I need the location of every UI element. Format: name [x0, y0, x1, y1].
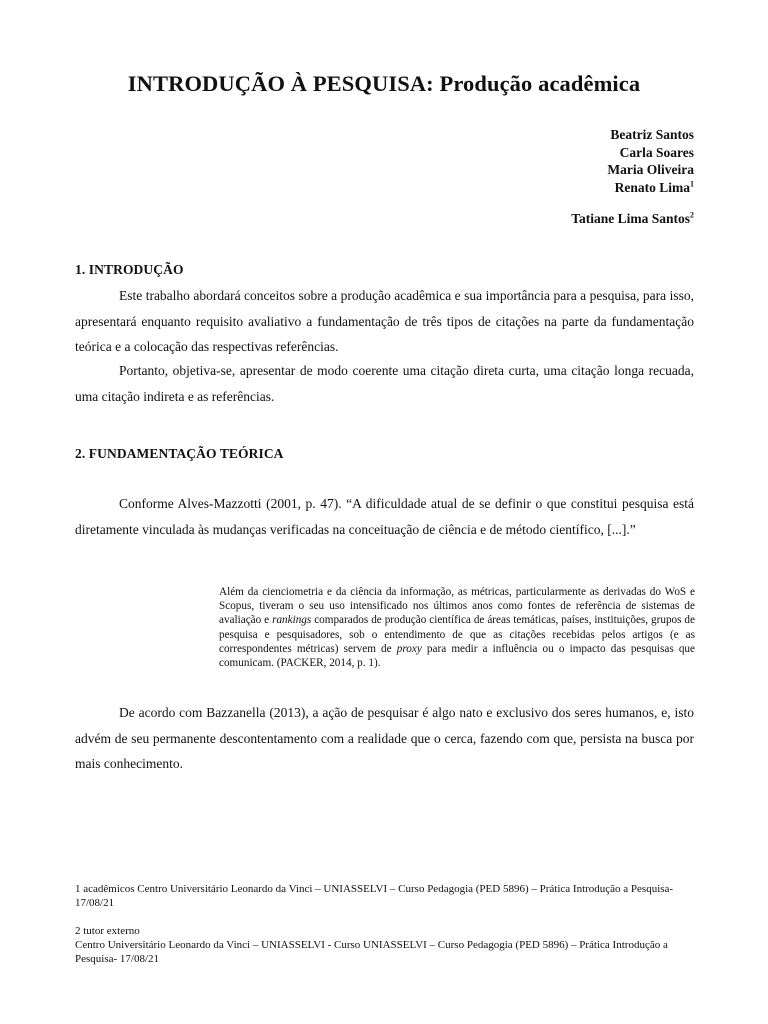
tutor-name-line — [571, 211, 694, 227]
footnote-marker: 1 — [690, 179, 694, 188]
author-name: Carla Soares — [619, 144, 694, 160]
footnote-2-label: 2 tutor externo — [75, 925, 140, 937]
paragraph-intro-1: Este trabalho abordará conceitos sobre a produção acadêmica e sua importância para a pesquisa, para isso, apresentará enquanto requisito avaliativo a fundamentação de três tipos de citações na parte da fundamentação teórica e a colocação das respectivas referências. — [75, 288, 694, 354]
paragraph-theory-1: Conforme Alves-Mazzotti (2001, p. 47). “A dificuldade atual de se definir o que constitui pesquisa está diretamente vinculada às mudanças verificadas na conceituação de ciência e de método científico, [...].” — [75, 496, 694, 537]
author-name: Renato Lima — [614, 179, 690, 195]
quote-text: para medir a influência ou o impacto das pesquisas que comunicam. (PACKER, 2014, p. 1). — [219, 642, 695, 670]
footnote-marker: 2 — [690, 210, 694, 220]
footnote-1: 1 acadêmicos Centro Universitário Leonardo da Vinci – UNIASSELVI – Curso Pedagogia (PED 5896) – Prática Introdução a Pesquisa- 17/08/21 — [75, 883, 674, 909]
section-heading-introduction: 1. INTRODUÇÃO — [75, 262, 184, 277]
section-heading-theory: 2. FUNDAMENTAÇÃO TEÓRICA — [75, 446, 284, 461]
tutor-name: Tatiane Lima Santos — [571, 211, 690, 226]
paragraph-theory-2: De acordo com Bazzanella (2013), a ação de pesquisar é algo nato e exclusivo dos seres humanos, e, isto advém de seu permanente descontentamento com a realidade que o cerca, fazendo com que, persista na busca por mais conhecimento. — [75, 705, 694, 771]
long-quotation — [219, 585, 695, 670]
author-list — [607, 126, 694, 196]
quote-text: Além da cienciometria e da ciência da informação, as métricas, particularmente as derivadas do WoS e Scopus, tiveram o seu uso intensificado nos últimos anos como fontes de referência de sistemas de avaliação e — [219, 586, 695, 627]
author-name: Beatriz Santos — [610, 127, 694, 142]
quote-italic-term: rankings — [272, 614, 312, 627]
paragraph-intro-2: Portanto, objetiva-se, apresentar de modo coerente uma citação direta curta, uma citação longa recuada, uma citação indireta e as referências. — [75, 363, 694, 404]
quote-text: comparados de produção científica de áreas temáticas, países, instituições, grupos de pesquisa e pesquisadores, sob o entendimento de que as citações recebidas pelos artigos (e as correspondentes métricas) servem de — [219, 614, 695, 655]
document-title: INTRODUÇÃO À PESQUISA: Produção acadêmica — [127, 71, 641, 96]
footnote-2-text: Centro Universitário Leonardo da Vinci – UNIASSELVI - Curso UNIASSELVI – Curso Pedagogia (PED 5896) – Prática Introdução a Pesquisa- 17/08/21 — [75, 939, 668, 965]
author-name: Maria Oliveira — [607, 162, 694, 177]
author-name-last — [607, 179, 694, 197]
quote-italic-term: proxy — [396, 642, 422, 655]
